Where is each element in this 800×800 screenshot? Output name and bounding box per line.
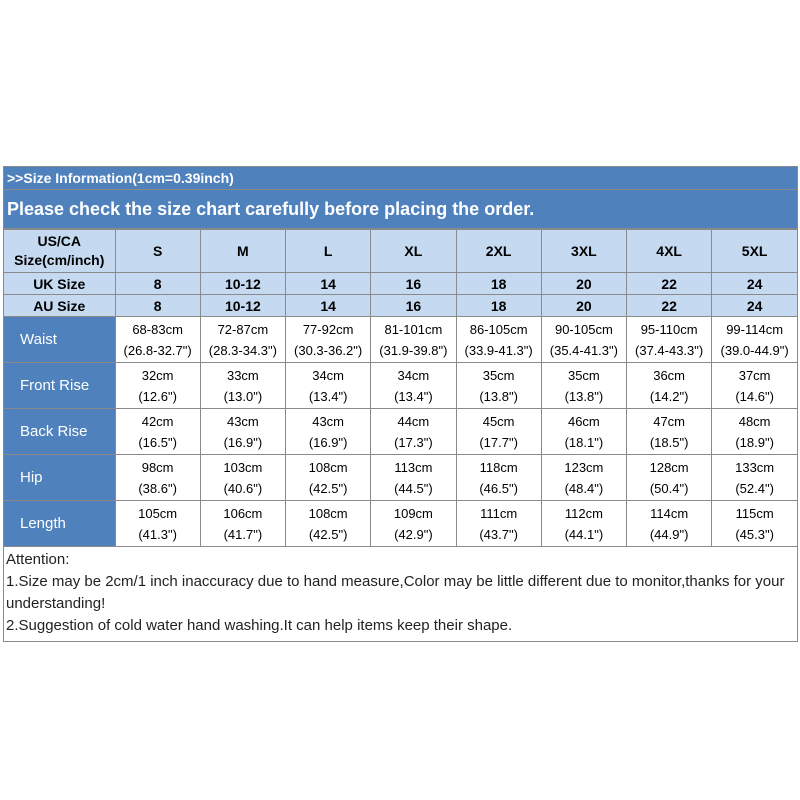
inch-value: (48.4") bbox=[564, 480, 604, 496]
measurement-label: Front Rise bbox=[4, 363, 115, 409]
cm-value: 44cm bbox=[397, 413, 430, 429]
inch-value: (42.5") bbox=[308, 480, 348, 496]
size-table bbox=[4, 229, 797, 547]
measurement-cell bbox=[371, 409, 456, 455]
measurement-cell bbox=[712, 317, 797, 363]
uk-size-value: 10-12 bbox=[200, 273, 285, 295]
cm-value: 42cm bbox=[141, 413, 174, 429]
au-size-value: 14 bbox=[286, 295, 371, 317]
inch-value: (42.9") bbox=[394, 526, 433, 542]
cm-value: 106cm bbox=[223, 505, 263, 521]
chart-header bbox=[4, 167, 797, 229]
measurement-cell bbox=[286, 363, 371, 409]
inch-value: (18.1") bbox=[564, 434, 604, 450]
inch-value: (30.3-36.2") bbox=[294, 342, 363, 358]
measurement-row bbox=[4, 455, 797, 501]
uk-size-value: 22 bbox=[627, 273, 712, 295]
cm-value: 34cm bbox=[397, 367, 430, 383]
measurement-cell bbox=[541, 501, 626, 547]
measurement-cell bbox=[541, 363, 626, 409]
size-cell: XL bbox=[371, 230, 456, 273]
measurement-cell bbox=[456, 317, 541, 363]
measurement-cell bbox=[286, 409, 371, 455]
size-cell: 4XL bbox=[627, 230, 712, 273]
cm-value: 108cm bbox=[308, 505, 348, 521]
measurement-label: Length bbox=[4, 501, 115, 547]
measurement-cell bbox=[627, 455, 712, 501]
measurement-cell bbox=[627, 501, 712, 547]
attention-notes bbox=[4, 547, 797, 641]
cm-value: 86-105cm bbox=[469, 321, 528, 337]
measurement-cell bbox=[200, 363, 285, 409]
cm-value: 32cm bbox=[141, 367, 174, 383]
size-info-title: >>Size Information(1cm=0.39inch) bbox=[4, 167, 797, 190]
cm-value: 47cm bbox=[653, 413, 686, 429]
au-size-value: 8 bbox=[115, 295, 200, 317]
measurement-cell bbox=[115, 363, 200, 409]
measurement-cell bbox=[286, 455, 371, 501]
au-size-label: AU Size bbox=[4, 295, 115, 317]
measurement-row bbox=[4, 317, 797, 363]
inch-value: (43.7") bbox=[479, 526, 518, 542]
cm-value: 46cm bbox=[567, 413, 600, 429]
cm-value: 99-114cm bbox=[726, 321, 784, 337]
cm-value: 45cm bbox=[482, 413, 515, 429]
note-item: 2.Suggestion of cold water hand washing.It can help items keep their shape. bbox=[6, 617, 513, 634]
size-chart bbox=[3, 166, 798, 642]
cm-value: 105cm bbox=[138, 505, 178, 521]
measurement-cell bbox=[712, 409, 797, 455]
inch-value: (17.3") bbox=[394, 434, 433, 450]
uk-size-value: 14 bbox=[286, 273, 371, 295]
cm-value: 111cm bbox=[480, 505, 518, 521]
measurement-cell bbox=[627, 409, 712, 455]
inch-value: (37.4-43.3") bbox=[635, 342, 704, 358]
header-label-line: US/CA bbox=[37, 233, 82, 249]
inch-value: (12.6") bbox=[138, 388, 177, 404]
cm-value: 103cm bbox=[223, 459, 263, 475]
cm-value: 81-101cm bbox=[384, 321, 443, 337]
measurement-cell bbox=[456, 501, 541, 547]
measurement-cell bbox=[115, 317, 200, 363]
measurement-cell bbox=[115, 455, 200, 501]
au-size-row bbox=[4, 295, 797, 317]
cm-value: 128cm bbox=[649, 459, 689, 475]
uk-size-row bbox=[4, 273, 797, 295]
inch-value: (13.4") bbox=[394, 388, 433, 404]
measurement-cell bbox=[115, 409, 200, 455]
measurement-cell bbox=[200, 317, 285, 363]
measurement-row bbox=[4, 501, 797, 547]
inch-value: (40.6") bbox=[223, 480, 263, 496]
measurement-cell bbox=[456, 455, 541, 501]
cm-value: 118cm bbox=[479, 459, 518, 475]
inch-value: (14.2") bbox=[649, 388, 689, 404]
inch-value: (44.5") bbox=[394, 480, 433, 496]
measurement-cell bbox=[541, 317, 626, 363]
au-size-value: 24 bbox=[712, 295, 797, 317]
inch-value: (39.0-44.9") bbox=[720, 342, 789, 358]
measurement-label: Hip bbox=[4, 455, 115, 501]
size-cell: M bbox=[200, 230, 285, 273]
cm-value: 37cm bbox=[738, 367, 771, 383]
measurement-cell bbox=[456, 409, 541, 455]
measurement-cell bbox=[371, 317, 456, 363]
measurement-cell bbox=[115, 501, 200, 547]
cm-value: 43cm bbox=[312, 413, 345, 429]
inch-value: (33.9-41.3") bbox=[464, 342, 533, 358]
cm-value: 109cm bbox=[393, 505, 433, 521]
inch-value: (46.5") bbox=[479, 480, 518, 496]
inch-value: (28.3-34.3") bbox=[208, 342, 277, 358]
measurement-cell bbox=[371, 363, 456, 409]
cm-value: 115cm bbox=[735, 505, 774, 521]
inch-value: (44.1") bbox=[564, 526, 604, 542]
measurement-cell bbox=[371, 501, 456, 547]
cm-value: 36cm bbox=[653, 367, 686, 383]
au-size-value: 10-12 bbox=[200, 295, 285, 317]
cm-value: 90-105cm bbox=[554, 321, 613, 337]
cm-value: 34cm bbox=[312, 367, 345, 383]
measurement-cell bbox=[627, 317, 712, 363]
inch-value: (13.8") bbox=[479, 388, 518, 404]
measurement-cell bbox=[541, 409, 626, 455]
cm-value: 72-87cm bbox=[217, 321, 269, 337]
measurement-cell bbox=[541, 455, 626, 501]
cm-value: 77-92cm bbox=[302, 321, 354, 337]
measurement-cell bbox=[627, 363, 712, 409]
inch-value: (35.4-41.3") bbox=[549, 342, 618, 358]
cm-value: 35cm bbox=[567, 367, 600, 383]
inch-value: (52.4") bbox=[735, 480, 774, 496]
cm-value: 95-110cm bbox=[640, 321, 698, 337]
us-ca-size-label bbox=[4, 230, 115, 273]
size-cell: 5XL bbox=[712, 230, 797, 273]
measurement-cell bbox=[371, 455, 456, 501]
size-cell: S bbox=[115, 230, 200, 273]
cm-value: 68-83cm bbox=[132, 321, 183, 337]
inch-value: (41.7") bbox=[223, 526, 263, 542]
inch-value: (31.9-39.8") bbox=[379, 342, 448, 358]
inch-value: (14.6") bbox=[735, 388, 774, 404]
uk-size-value: 24 bbox=[712, 273, 797, 295]
au-size-value: 18 bbox=[456, 295, 541, 317]
uk-size-value: 16 bbox=[371, 273, 456, 295]
cm-value: 98cm bbox=[141, 459, 174, 475]
measurement-cell bbox=[286, 317, 371, 363]
cm-value: 133cm bbox=[735, 459, 775, 475]
measurement-row bbox=[4, 409, 797, 455]
order-notice: Please check the size chart carefully before placing the order. bbox=[4, 190, 797, 229]
au-size-value: 16 bbox=[371, 295, 456, 317]
inch-value: (16.9") bbox=[308, 434, 348, 450]
inch-value: (13.8") bbox=[564, 388, 604, 404]
size-header-row bbox=[4, 230, 797, 273]
measurement-cell bbox=[712, 501, 797, 547]
measurement-cell bbox=[286, 501, 371, 547]
measurement-cell bbox=[200, 455, 285, 501]
cm-value: 48cm bbox=[738, 413, 771, 429]
measurement-cell bbox=[200, 501, 285, 547]
uk-size-label: UK Size bbox=[4, 273, 115, 295]
measurement-label: Back Rise bbox=[4, 409, 115, 455]
cm-value: 108cm bbox=[308, 459, 348, 475]
measurement-cell bbox=[200, 409, 285, 455]
cm-value: 33cm bbox=[226, 367, 259, 383]
uk-size-value: 18 bbox=[456, 273, 541, 295]
uk-size-value: 8 bbox=[115, 273, 200, 295]
inch-value: (41.3") bbox=[138, 526, 177, 542]
cm-value: 35cm bbox=[482, 367, 515, 383]
inch-value: (13.4") bbox=[308, 388, 348, 404]
inch-value: (38.6") bbox=[138, 480, 177, 496]
measurement-cell bbox=[456, 363, 541, 409]
size-cell: L bbox=[286, 230, 371, 273]
inch-value: (16.5") bbox=[138, 434, 177, 450]
au-size-value: 20 bbox=[541, 295, 626, 317]
measurement-cell bbox=[712, 455, 797, 501]
note-item: 1.Size may be 2cm/1 inch inaccuracy due to hand measure,Color may be little different due to monitor,thanks for your understanding! bbox=[6, 573, 785, 612]
inch-value: (45.3") bbox=[735, 526, 774, 542]
cm-value: 114cm bbox=[650, 505, 689, 521]
cm-value: 123cm bbox=[564, 459, 604, 475]
cm-value: 113cm bbox=[394, 459, 433, 475]
inch-value: (50.4") bbox=[649, 480, 689, 496]
inch-value: (16.9") bbox=[223, 434, 263, 450]
size-cell: 3XL bbox=[541, 230, 626, 273]
au-size-value: 22 bbox=[627, 295, 712, 317]
uk-size-value: 20 bbox=[541, 273, 626, 295]
cm-value: 43cm bbox=[226, 413, 259, 429]
inch-value: (18.9") bbox=[735, 434, 774, 450]
cm-value: 112cm bbox=[564, 505, 603, 521]
attention-heading: Attention: bbox=[6, 551, 70, 568]
inch-value: (26.8-32.7") bbox=[123, 342, 192, 358]
header-label-line: Size(cm/inch) bbox=[14, 252, 105, 268]
measurement-cell bbox=[712, 363, 797, 409]
inch-value: (42.5") bbox=[308, 526, 348, 542]
inch-value: (44.9") bbox=[649, 526, 689, 542]
measurement-label: Waist bbox=[4, 317, 115, 363]
inch-value: (13.0") bbox=[223, 388, 263, 404]
measurement-row bbox=[4, 363, 797, 409]
inch-value: (17.7") bbox=[479, 434, 518, 450]
inch-value: (18.5") bbox=[649, 434, 689, 450]
size-cell: 2XL bbox=[456, 230, 541, 273]
